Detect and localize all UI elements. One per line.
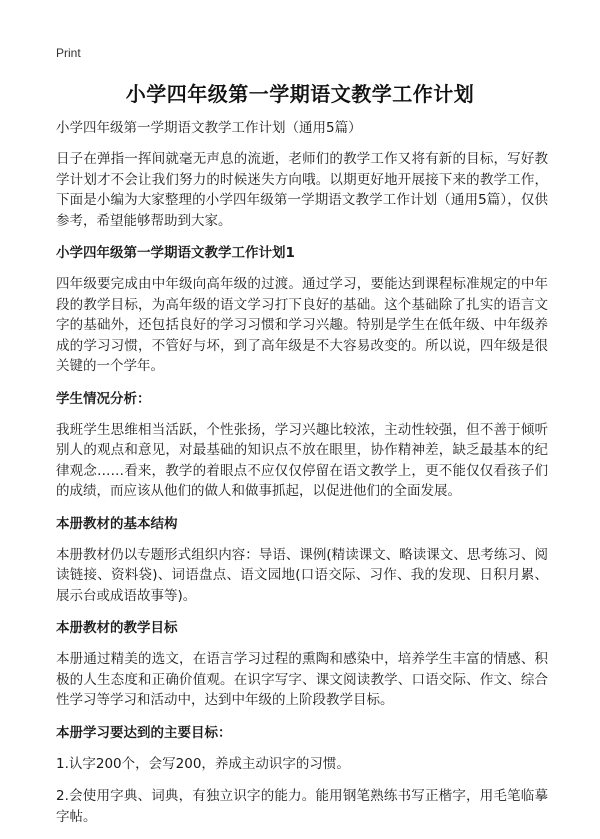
goal-paragraph: 本册通过精美的选文，在语言学习过程的熏陶和感染中，培养学生丰富的情感、积极的人生态度和正确价值观。在识字写字、课文阅读教学、口语交际、作文、综合性学习等学习和活动中，达到中年级的上阶段教学目标。: [56, 651, 548, 708]
structure-heading: 本册教材的基本结构: [56, 515, 178, 532]
goal-item-1: 1.认字200个，会写200，养成主动识字的习惯。: [56, 755, 350, 772]
goal-heading: 本册教材的教学目标: [56, 620, 178, 636]
document-title: 小学四年级第一学期语文教学工作计划: [125, 82, 475, 106]
document-body: [56, 118, 548, 839]
document-subtitle: 小学四年级第一学期语文教学工作计划（通用5篇）: [56, 120, 362, 136]
section1-paragraph: 四年级要完成由中年级向高年级的过渡。通过学习，要能达到课程标准规定的中年段的教学目标，为高年级的语文学习打下良好的基础。这个基础除了扎实的语言文字的基础外，还包括良好的学习习惯和学习兴趣。特别是学生在低年级、中年级养成的学习习惯，不管好与坏，到了高年级是不大容易改变的。所以说，四年级是很关键的一个学年。: [56, 276, 548, 374]
goal-item-2: 2.会使用字典、词典，有独立识字的能力。能用钢笔熟练书写正楷字，用毛笔临摹字帖。: [56, 788, 548, 825]
intro-paragraph: 日子在弹指一挥间就毫无声息的流逝，老师们的教学工作又将有新的目标，写好教学计划才不会让我们努力的时候迷失方向哦。以期更好地开展接下来的教学工作，下面是小编为大家整理的小学四年级第一学期语文教学工作计划（通用5篇），仅供参考，希望能够帮助到大家。: [56, 151, 548, 229]
print-link[interactable]: Print: [56, 46, 81, 60]
structure-paragraph: 本册教材仍以专题形式组织内容：导语、课例(精读课文、略读课文、思考练习、阅读链接、资料袋)、词语盘点、语文园地(口语交际、习作、我的发现、日积月累、展示台或成语故事等)。: [56, 546, 548, 604]
main-goals-heading: 本册学习要达到的主要目标：: [56, 724, 232, 741]
students-heading: 学生情况分析：: [56, 390, 151, 407]
students-paragraph: 我班学生思维相当活跃，个性张扬，学习兴趣比较浓，主动性较强，但不善于倾听别人的观点和意见，对最基础的知识点不放在眼里，协作精神差，缺乏最基本的纪律观念……看来，教学的着眼点不应仅仅停留在语文教学上，更不能仅仅看孩子们的成绩，而应该从他们的做人和做事抓起，以促进他们的全面发展。: [56, 421, 548, 499]
section1-heading: 小学四年级第一学期语文教学工作计划1: [56, 245, 295, 261]
